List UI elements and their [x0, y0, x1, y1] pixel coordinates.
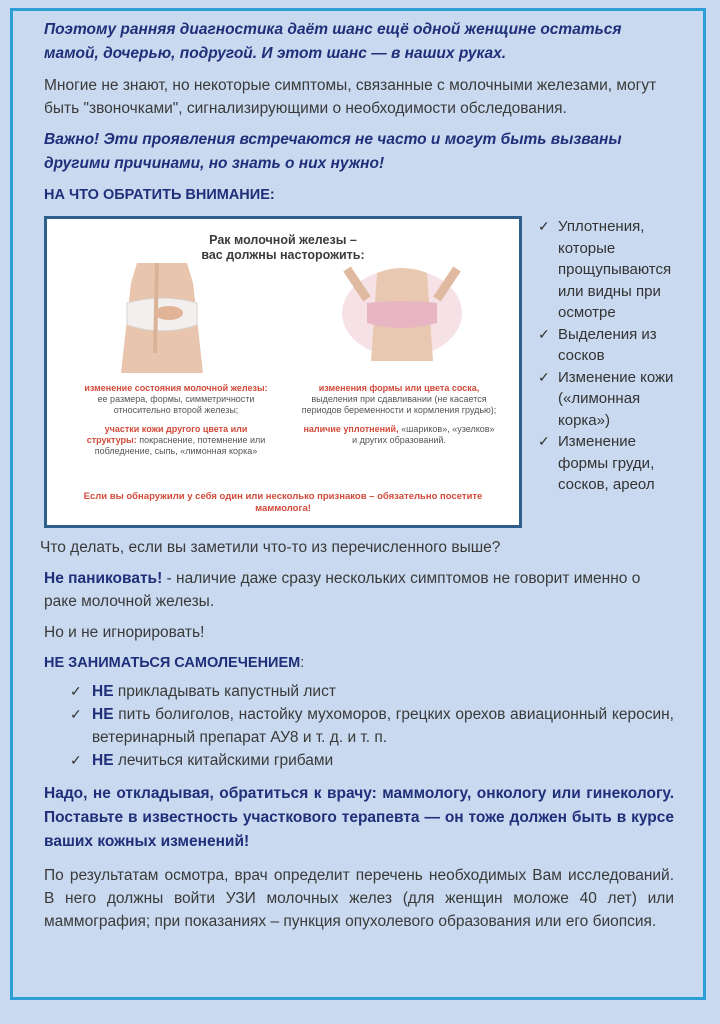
list-item — [538, 216, 678, 324]
symptoms-list — [538, 216, 678, 496]
list-item — [538, 367, 678, 432]
symptoms-infographic — [44, 216, 522, 528]
dont-prefix: НЕ — [92, 706, 114, 723]
infographic-footer: Если вы обнаружили у себя один или несколько признаков – обязательно посетите маммолога! — [83, 491, 483, 514]
intro-emphasis: Поэтому ранняя диагностика даёт шанс ещё одной женщине остаться мамой, дочерью, подругой. И этот шанс — в наших руках. — [44, 21, 622, 62]
check-icon: ✓ — [70, 706, 82, 722]
attention-heading: НА ЧТО ОБРАТИТЬ ВНИМАНИЕ: — [44, 187, 275, 203]
left-sign-b-heading: участки кожи другого цвета или структуры: — [86, 424, 248, 445]
left-sign-a-heading: изменение состояния молочной железы: — [84, 383, 268, 393]
infographic-right-column — [301, 383, 497, 446]
infographic-title: Рак молочной железы – вас должны насторожить: — [201, 233, 365, 262]
right-sign-a-heading: изменения формы или цвета соска, — [318, 383, 480, 393]
list-item — [538, 324, 678, 367]
right-sign-b-text: «шариков», «узелков» и других образований. — [352, 424, 495, 445]
check-icon: ✓ — [538, 218, 550, 234]
dont-text: прикладывать капустный лист — [113, 683, 336, 700]
important-note: Важно! Эти проявления встречаются не часто и могут быть вызваны другими причинами, но знать о них нужно! — [44, 131, 622, 172]
list-item-text: Изменение формы груди, сосков, ареол — [558, 433, 655, 493]
right-sign-a-text: выделения при сдавливании (не касается периодов беременности и кормления грудью); — [301, 394, 497, 415]
document-content — [40, 14, 674, 933]
infographic-left-column — [81, 383, 271, 457]
list-item — [44, 680, 674, 703]
woman-figure-left — [107, 263, 217, 373]
self-treat-heading-colon: : — [300, 655, 305, 671]
check-icon: ✓ — [538, 368, 550, 385]
dont-text: пить болиголов, настойку мухоморов, грецких орехов авиационный керосин, ветеринарный препарат АУ8 и т. д. и т. п. — [92, 706, 674, 746]
question-text: Что делать, если вы заметили что-то из перечисленного выше? — [40, 539, 501, 556]
list-item-text: Уплотнения, которые прощупываются или видны при осмотре — [558, 218, 672, 321]
no-panic-paragraph — [44, 567, 674, 613]
check-icon: ✓ — [538, 433, 550, 449]
list-item-text: Изменение кожи («лимонная корка») — [558, 368, 674, 429]
self-treat-heading — [44, 652, 674, 674]
woman-figure-right — [337, 263, 467, 373]
left-sign-a-text: ее размера, формы, симметричности относительно второй железы; — [97, 394, 255, 415]
figure-row — [44, 216, 674, 534]
no-panic-text: - наличие даже сразу нескольких симптомов не говорит именно о раке молочной железы. — [44, 570, 641, 610]
list-item-text: Выделения из сосков — [558, 325, 657, 364]
check-icon: ✓ — [538, 325, 550, 342]
list-item — [44, 703, 674, 749]
left-sign-b-text: покраснение, потемнение или побледнение, сыпь, «лимонная корка» — [94, 435, 266, 456]
check-icon: ✓ — [70, 683, 82, 699]
intro-text: Многие не знают, но некоторые симптомы, связанные с молочными железами, могут быть "звоночками", сигнализирующими о необходимости обследования. — [44, 77, 657, 117]
doctor-advice: Надо, не откладывая, обратиться к врачу: маммологу, онкологу или гинекологу. Поставьте в известность участкового терапевта — он тоже должен быть в курсе ваших кожных изменений! — [44, 785, 674, 850]
exam-paragraph: По результатам осмотра, врач определит перечень необходимых Вам исследований. В него должны войти УЗИ молочных желез (для женщин моложе 40 лет) или маммография; при показаниях – пункция опухолевого образования или его биопсия. — [44, 867, 674, 930]
no-panic-bold: Не паниковать! — [44, 570, 163, 587]
self-treat-heading-text: НЕ ЗАНИМАТЬСЯ САМОЛЕЧЕНИЕМ — [44, 655, 301, 671]
not-ignore-text: Но и не игнорировать! — [44, 624, 205, 641]
check-icon: ✓ — [70, 752, 82, 768]
right-sign-b-heading: наличие уплотнений, — [303, 424, 399, 434]
dont-prefix: НЕ — [92, 683, 114, 700]
dont-text: лечиться китайскими грибами — [113, 752, 334, 769]
list-item — [538, 431, 678, 496]
donts-list — [44, 680, 674, 772]
dont-prefix: НЕ — [92, 752, 114, 769]
list-item — [44, 749, 674, 772]
